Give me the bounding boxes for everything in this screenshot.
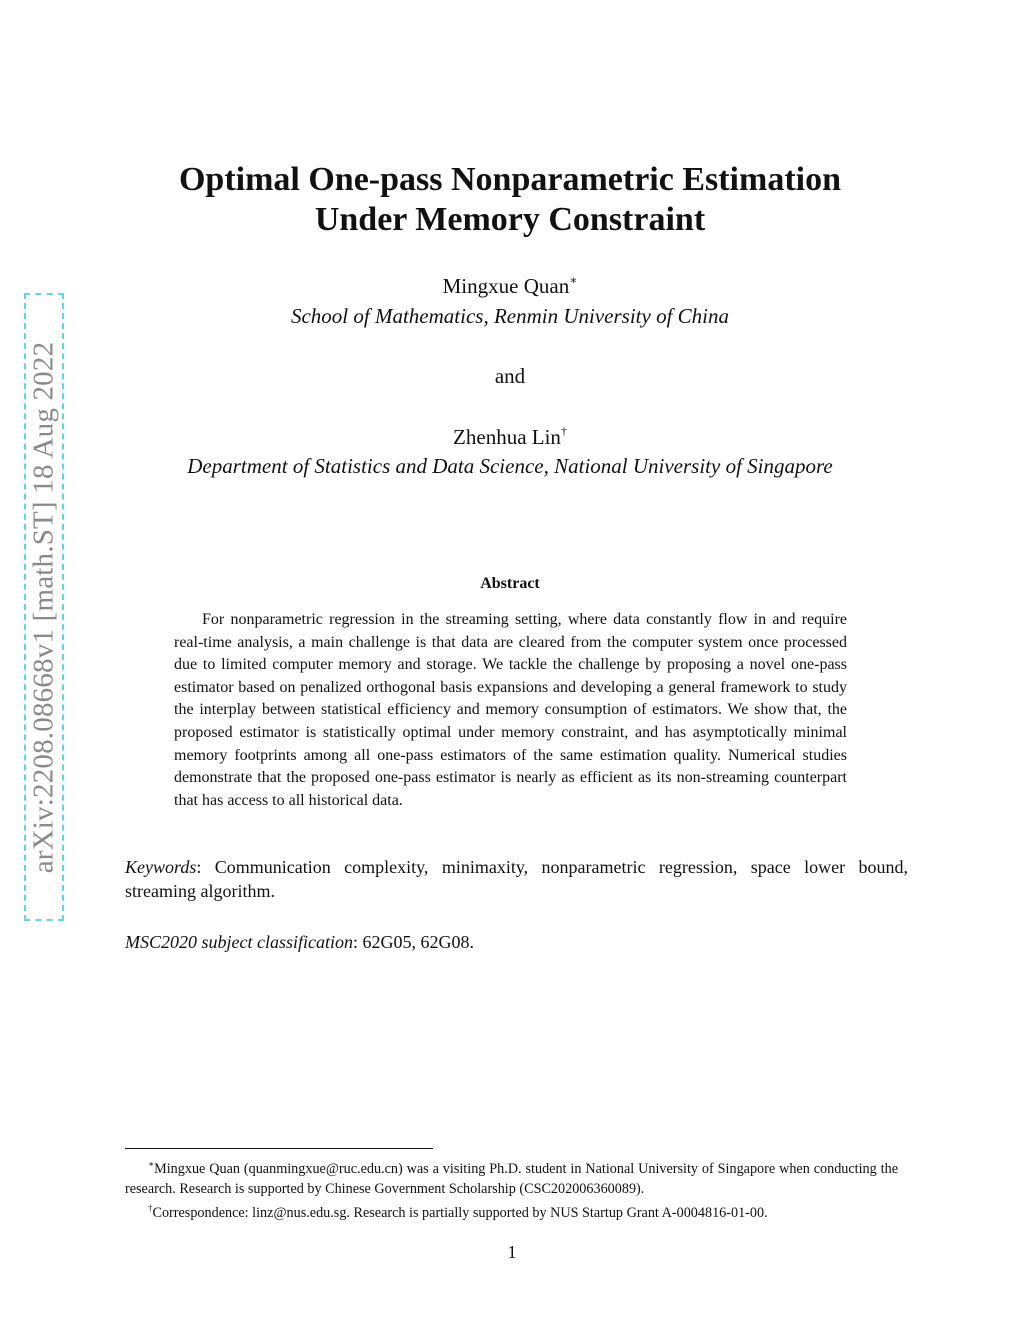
msc-label: MSC2020 subject classification: [125, 932, 353, 952]
author-1-affiliation: School of Mathematics, Renmin University of China: [290, 304, 730, 328]
footnote-1-text: Mingxue Quan (quanmingxue@ruc.edu.cn) was a visiting Ph.D. student in National University of Singapore when conducting the research. Research is supported by Chinese Government Scholarship (CSC202006360089).: [125, 1161, 898, 1197]
title-line-2: Under Memory Constraint: [314, 201, 706, 238]
footnote-divider: [125, 1148, 433, 1149]
keywords-label: Keywords: [125, 857, 197, 877]
msc-text: : 62G05, 62G08.: [352, 932, 474, 952]
author-2: [110, 424, 910, 450]
page-number: 1: [507, 1242, 517, 1262]
author-1: [110, 273, 910, 299]
abstract-heading: Abstract: [480, 575, 540, 592]
author-1-name: Mingxue Quan: [442, 274, 570, 298]
footnote-1: [125, 1155, 898, 1199]
footnote-1-mark: ∗: [148, 1159, 155, 1169]
arxiv-identifier-stamp: [24, 293, 64, 921]
author-conjunction: and: [494, 364, 526, 388]
footnote-2-mark: †: [148, 1203, 153, 1213]
author-2-affiliation: Department of Statistics and Data Science, National University of Singapore: [187, 454, 833, 478]
title-line-1: Optimal One-pass Nonparametric Estimation: [178, 161, 842, 198]
author-2-name: Zhenhua Lin: [453, 425, 561, 449]
author-1-footnote-mark: ∗: [569, 273, 578, 287]
arxiv-identifier-text: arXiv:2208.08668v1 [math.ST] 18 Aug 2022: [27, 341, 60, 873]
footnote-2: [125, 1199, 898, 1224]
author-2-footnote-mark: †: [560, 424, 567, 438]
paper-title: [110, 160, 910, 240]
keywords-text: : Communication complexity, minimaxity, nonparametric regression, space lower bound, streaming algorithm.: [125, 857, 908, 901]
footnote-2-text: Correspondence: linz@nus.edu.sg. Research is partially supported by NUS Startup Grant A-0004816-01-00.: [152, 1205, 768, 1221]
keywords: [125, 855, 908, 903]
footnotes: [125, 1155, 898, 1224]
abstract-body: For nonparametric regression in the streaming setting, where data constantly flow in and require real-time analysis, a main challenge is that data are cleared from the computer system once processed due to limited computer memory and storage. We tackle the challenge by proposing a novel one-pass estimator based on penalized orthogonal basis expansions and developing a general framework to study the interplay between statistical efficiency and memory consumption of estimators. We show that, the proposed estimator is statistically optimal under memory constraint, and has asymptotically minimal memory footprints among all one-pass estimators of the same estimation quality. Numerical studies demonstrate that the proposed one-pass estimator is nearly as efficient as its non-streaming counterpart that has access to all historical data.: [174, 611, 847, 809]
msc-classification: [125, 930, 908, 954]
